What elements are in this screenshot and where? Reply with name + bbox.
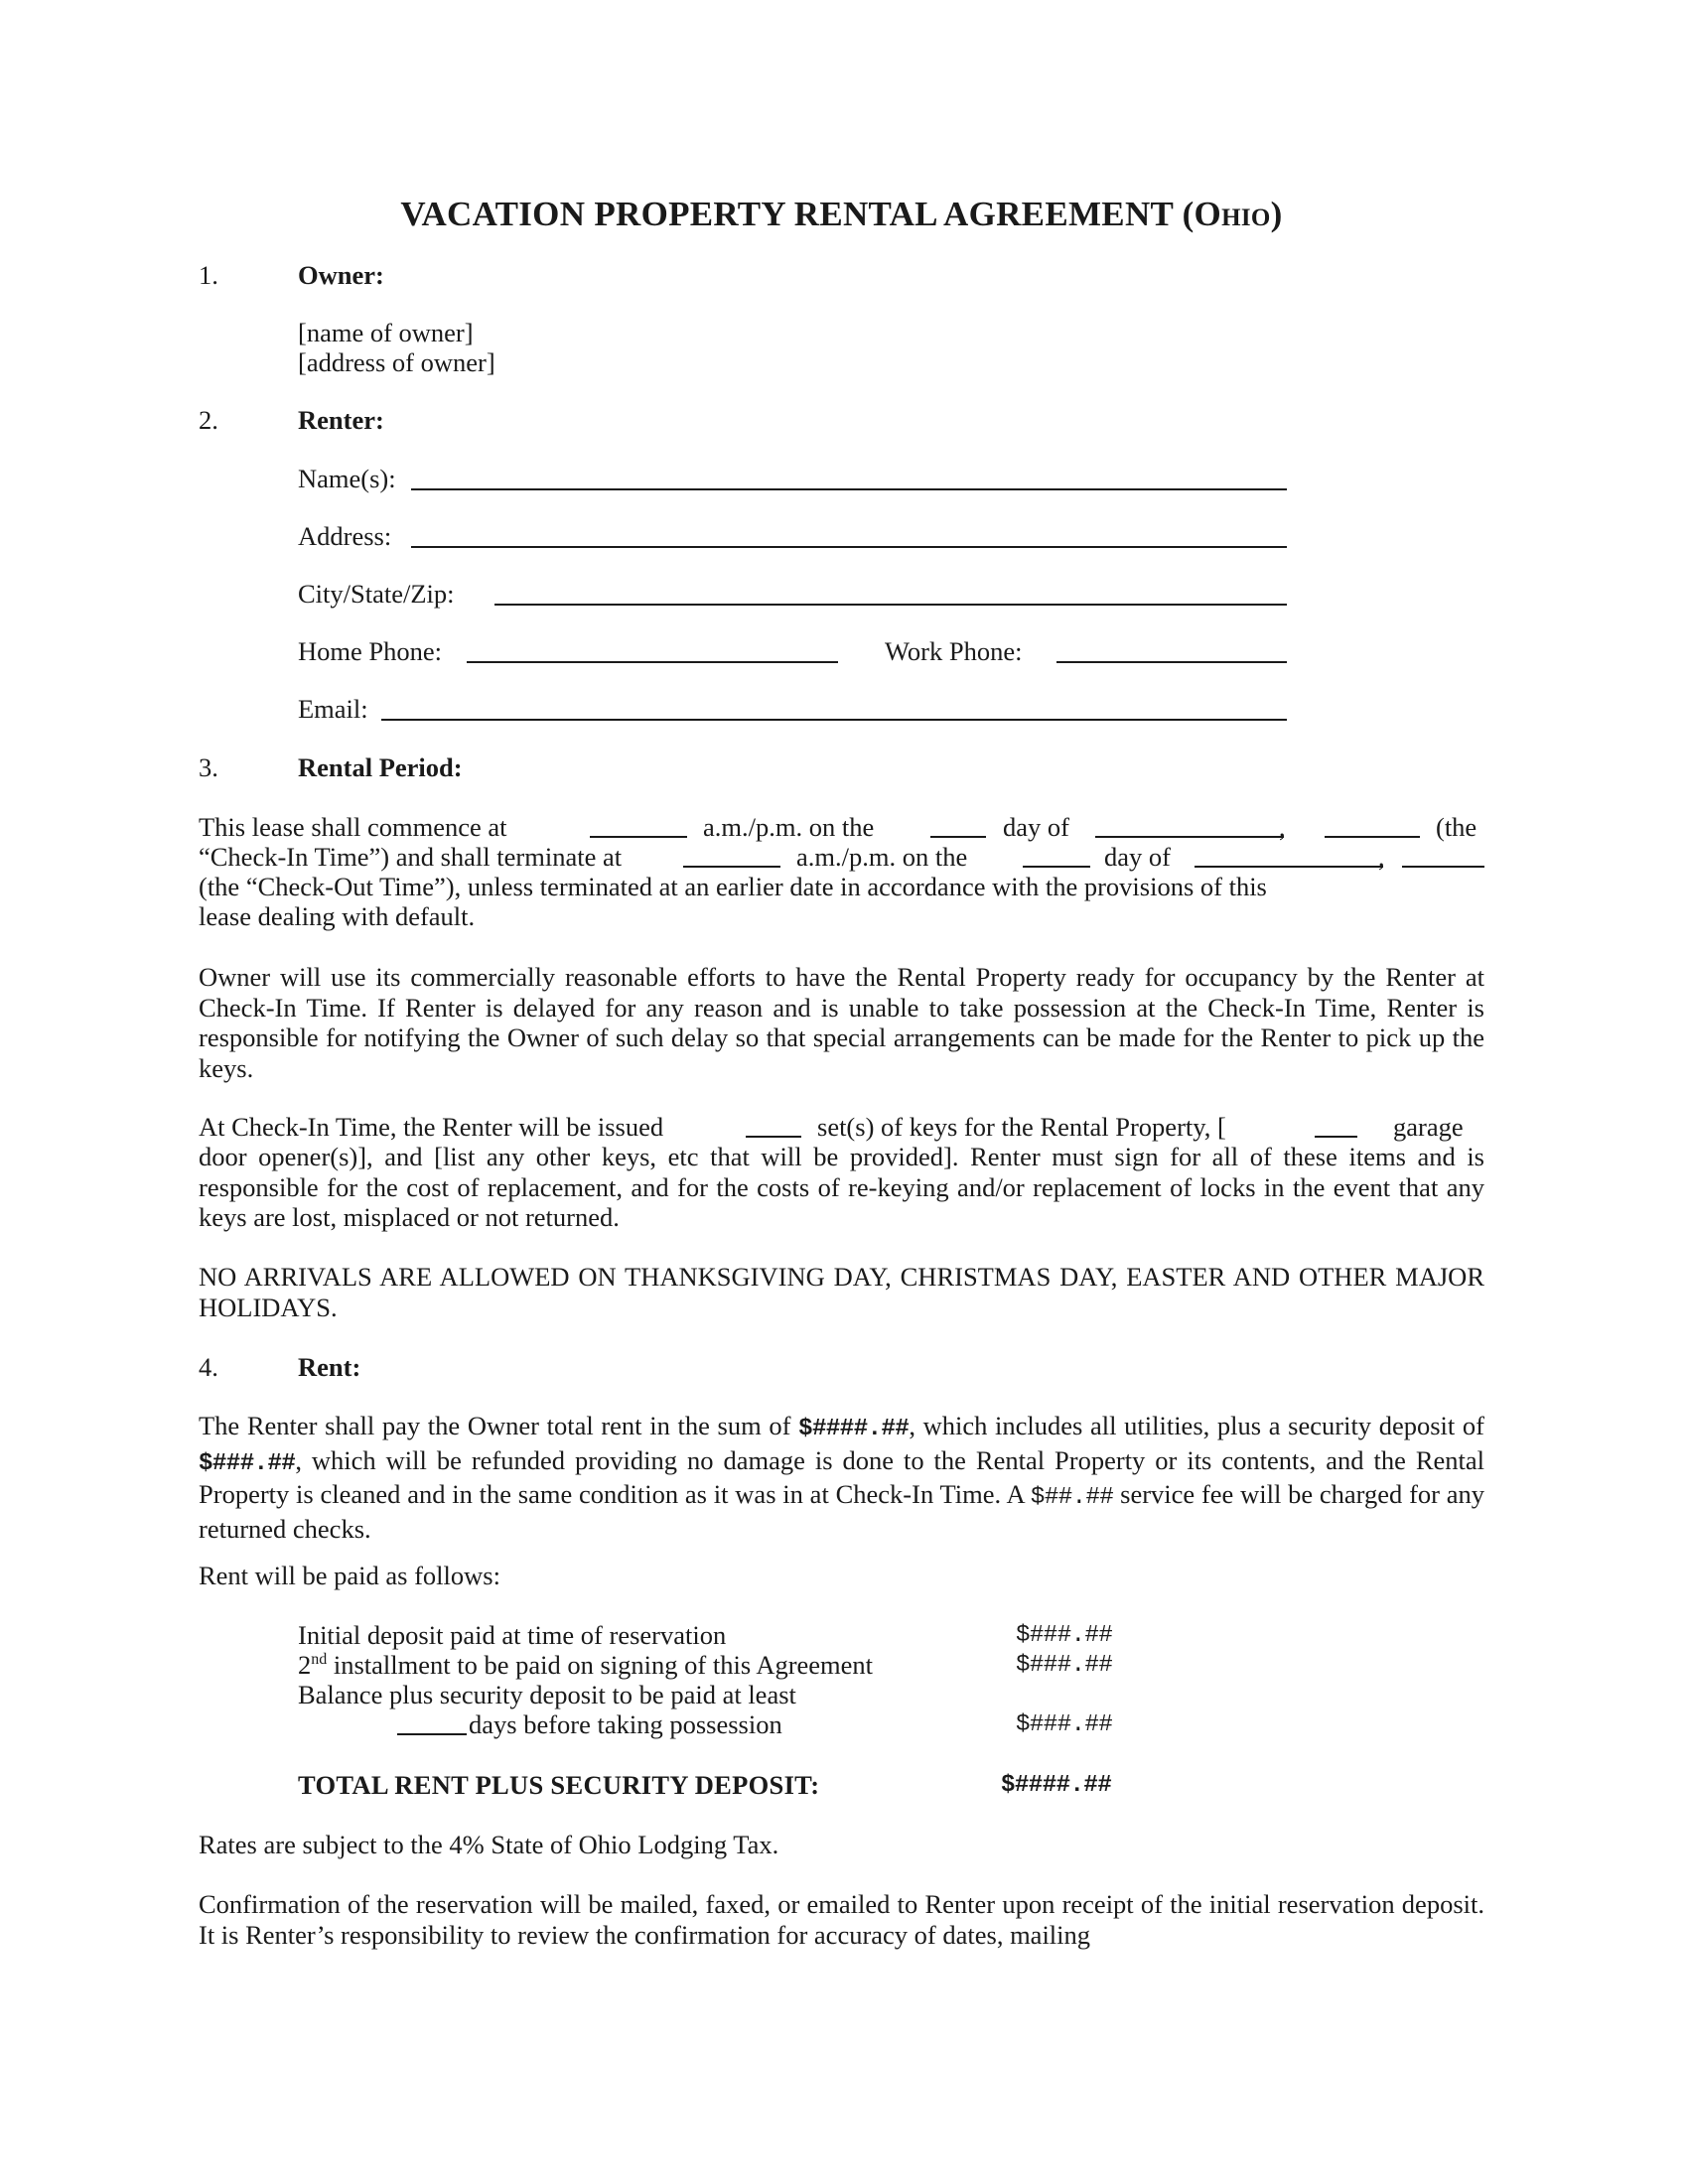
section-2-number: 2.: [199, 405, 218, 435]
schedule-row-2-label: [298, 1650, 873, 1681]
section-4-heading: Rent:: [298, 1352, 361, 1382]
home-phone-label: Home Phone:: [298, 636, 442, 666]
keys-text-1b: set(s) of keys for the Rental Property, [: [817, 1112, 1226, 1142]
schedule-row-1-label: Initial deposit paid at time of reservation: [298, 1620, 727, 1650]
service-fee-amount: $##.##: [1030, 1484, 1114, 1511]
rent-text-c: , which will be refunded providing no damage is done to the Rental Property or its contents, and the Rental Property is cleaned and in the same condition as it was in at Check-In Time. A: [199, 1444, 1484, 1509]
section-3-number: 3.: [199, 752, 218, 782]
rental-period-text-1b: a.m./p.m. on the: [703, 812, 875, 842]
renter-address-field[interactable]: [411, 546, 1287, 548]
section-1-heading: Owner:: [298, 260, 384, 290]
keys-text-2: door opener(s)], and [list any other keys, etc that will be provided]. Renter must sign for all of these items and is responsible for the cost of replacement, and for the costs of re-keying and/or replacement of locks in the event that any keys are lost, misplaced or not returned.: [199, 1142, 1484, 1232]
rental-period-text-2a: “Check-In Time”) and shall terminate at: [199, 842, 623, 872]
email-field[interactable]: [381, 719, 1287, 721]
schedule-row-3-label-a: Balance plus security deposit to be paid at least: [298, 1680, 796, 1709]
days-before-blank[interactable]: [397, 1733, 467, 1735]
renter-city-label: City/State/Zip:: [298, 579, 455, 609]
rent-text-a: The Renter shall pay the Owner total rent in the sum of: [199, 1411, 791, 1440]
lodging-tax-note: Rates are subject to the 4% State of Ohio Lodging Tax.: [199, 1830, 779, 1859]
work-phone-field[interactable]: [1056, 661, 1287, 663]
title-close: ): [1270, 195, 1283, 233]
schedule-row-2-ordinal: 2: [298, 1650, 312, 1680]
schedule-row-2-amount: $###.##: [1016, 1652, 1113, 1679]
renter-address-label: Address:: [298, 521, 392, 551]
renter-names-field[interactable]: [411, 488, 1287, 490]
schedule-row-3-label-b: days before taking possession: [469, 1709, 782, 1739]
rent-text-d: service fee will be charged for any returned checks.: [199, 1479, 1485, 1544]
rental-period-text-3: (the “Check-Out Time”), unless terminated at an earlier date in accordance with the provisions of this: [199, 872, 1267, 901]
total-amount: $####.##: [1001, 1772, 1112, 1799]
email-label: Email:: [298, 694, 368, 724]
checkout-time-blank[interactable]: [683, 866, 780, 868]
rental-period-text-4: lease dealing with default.: [199, 901, 476, 931]
section-2-heading: Renter:: [298, 405, 384, 435]
keys-text-1c: garage: [1393, 1112, 1464, 1142]
rent-paragraph: [199, 1411, 1484, 1544]
rental-period-text-2c: day of: [1104, 842, 1171, 872]
schedule-row-1-amount: $###.##: [1016, 1622, 1113, 1649]
section-1-number: 1.: [199, 260, 218, 290]
rental-period-text-1e: (the: [1436, 812, 1477, 842]
keys-count-blank[interactable]: [746, 1136, 801, 1138]
rental-period-text-2d: ,: [1378, 842, 1385, 872]
owner-address-placeholder: [address of owner]: [298, 347, 495, 377]
checkin-month-blank[interactable]: [1095, 836, 1284, 838]
keys-text-1a: At Check-In Time, the Renter will be issued: [199, 1112, 664, 1142]
title-state: Ohio: [1194, 195, 1271, 233]
checkin-day-blank[interactable]: [930, 836, 986, 838]
holiday-notice: NO ARRIVALS ARE ALLOWED ON THANKSGIVING DAY, CHRISTMAS DAY, EASTER AND OTHER MAJOR HOLIDAYS.: [199, 1262, 1484, 1322]
renter-names-label: Name(s):: [298, 464, 396, 493]
rental-period-text-2b: a.m./p.m. on the: [796, 842, 968, 872]
rental-period-text-1a: This lease shall commence at: [199, 812, 507, 842]
schedule-row-2-sup: nd: [311, 1651, 328, 1669]
owner-name-placeholder: [name of owner]: [298, 318, 474, 347]
checkout-month-blank[interactable]: [1195, 866, 1383, 868]
section-4-number: 4.: [199, 1352, 218, 1382]
page-title: [199, 195, 1484, 234]
confirmation-paragraph: Confirmation of the reservation will be mailed, faxed, or emailed to Renter upon receipt of the initial reservation deposit. It is Renter’s responsibility to review the confirmation for accuracy of dates, mailing: [199, 1889, 1484, 1950]
garage-opener-count-blank[interactable]: [1315, 1136, 1357, 1138]
home-phone-field[interactable]: [467, 661, 838, 663]
checkin-year-blank[interactable]: [1325, 836, 1420, 838]
section-3-heading: Rental Period:: [298, 752, 463, 782]
rent-amount: $####.##: [798, 1416, 910, 1442]
rent-text-b: , which includes all utilities, plus a security deposit of: [909, 1411, 1485, 1440]
occupancy-paragraph: Owner will use its commercially reasonable efforts to have the Rental Property ready for occupancy by the Renter at Check-In Time. If Renter is delayed for any reason and is unable to take possession at the Check-In Time, Renter is responsible for notifying the Owner of such delay so that special arrangements can be made for the Renter to pick up the keys.: [199, 962, 1484, 1083]
payment-intro: Rent will be paid as follows:: [199, 1561, 500, 1590]
title-text: VACATION PROPERTY RENTAL AGREEMENT (: [400, 195, 1195, 233]
work-phone-label: Work Phone:: [885, 636, 1023, 666]
checkout-year-blank[interactable]: [1402, 866, 1484, 868]
renter-city-field[interactable]: [494, 604, 1287, 606]
total-label: TOTAL RENT PLUS SECURITY DEPOSIT:: [298, 1770, 820, 1800]
rental-period-text-1d: ,: [1279, 812, 1286, 842]
deposit-amount: $###.##: [199, 1449, 296, 1477]
schedule-row-3-amount: $###.##: [1016, 1711, 1113, 1738]
rental-period-text-1c: day of: [1003, 812, 1069, 842]
checkin-time-blank[interactable]: [590, 836, 687, 838]
schedule-row-2-text: installment to be paid on signing of this Agreement: [327, 1650, 874, 1680]
checkout-day-blank[interactable]: [1023, 866, 1090, 868]
